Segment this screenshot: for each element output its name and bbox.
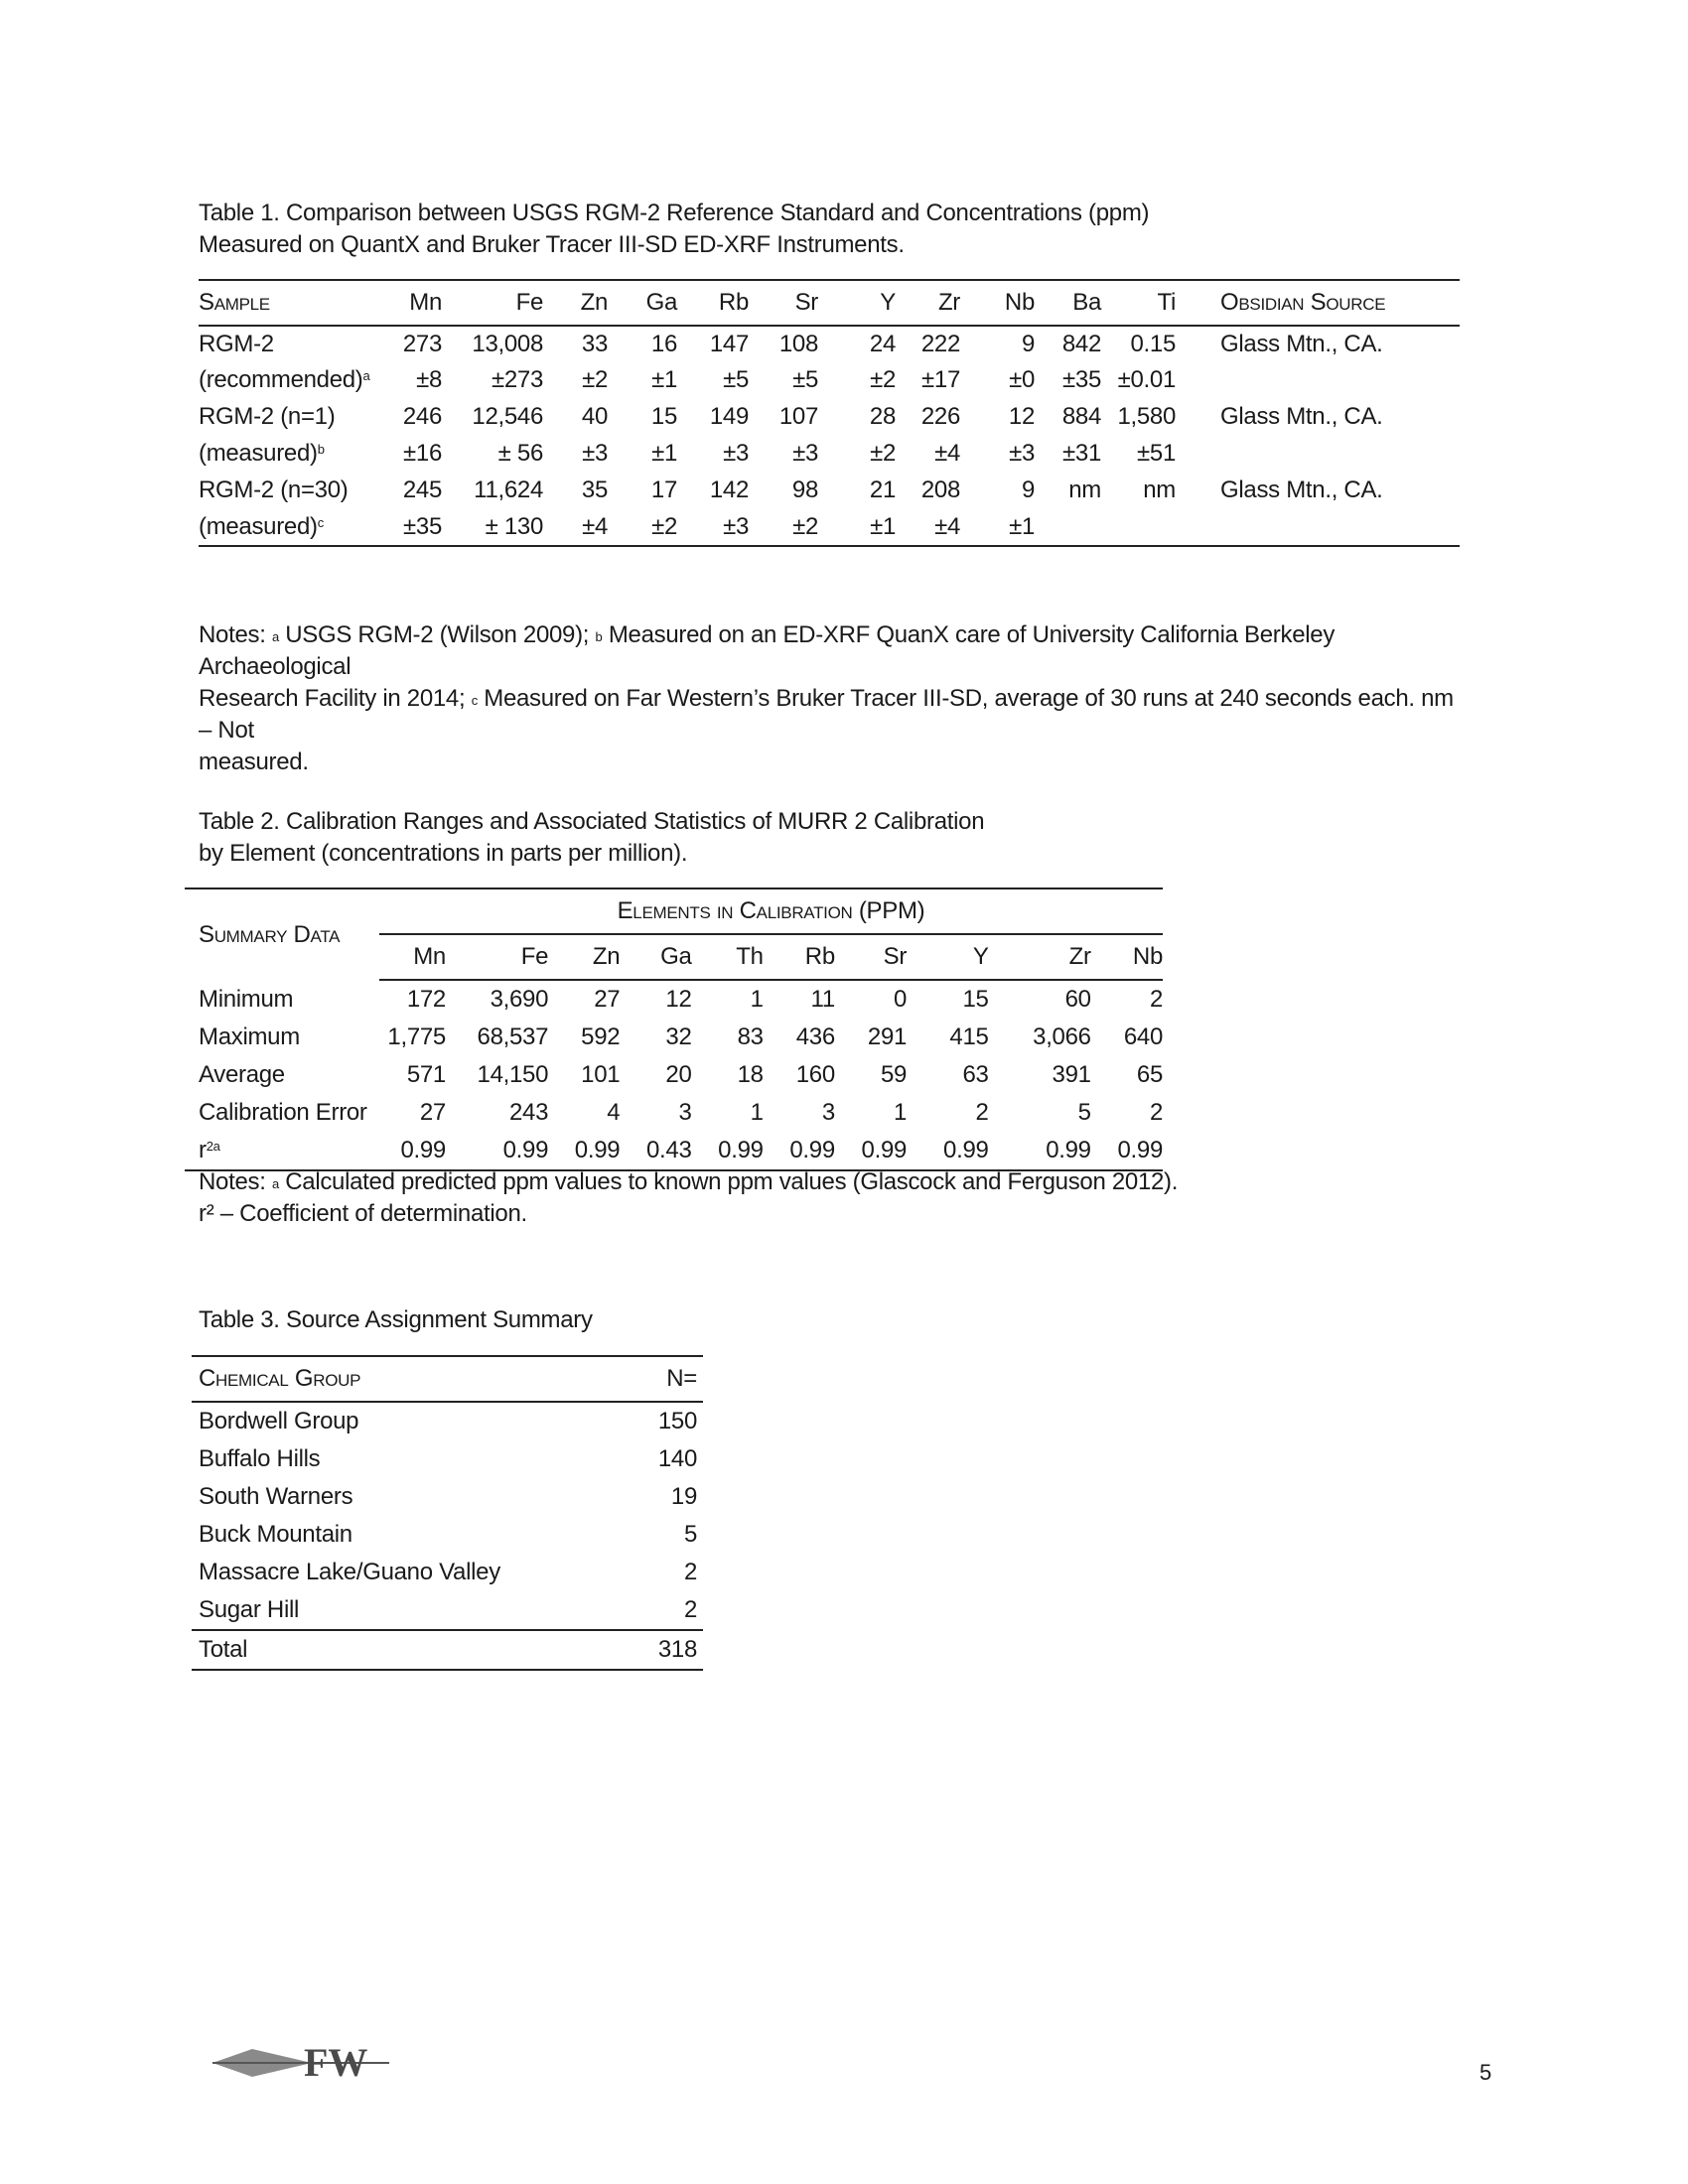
footnote-marker: c — [317, 515, 324, 530]
fw-logo-icon — [212, 2043, 391, 2083]
table-cell: 0 — [894, 986, 908, 1013]
table-cell: ± 56 — [497, 440, 543, 467]
table-cell: 273 — [402, 331, 442, 357]
table-cell: 14,150 — [477, 1061, 549, 1088]
table-cell: 842 — [1061, 331, 1101, 357]
table-cell: ±0.01 — [1117, 366, 1176, 393]
table-cell: 149 — [709, 403, 749, 430]
table1-caption — [199, 198, 1149, 261]
row-label — [199, 472, 382, 509]
table1-notes-line3: measured. — [199, 749, 309, 775]
table-cell: nm — [1143, 477, 1176, 503]
row-label-text: Average — [199, 1061, 285, 1088]
footnote-marker: a — [362, 368, 370, 383]
table-cell: 15 — [962, 986, 989, 1013]
table-cell: 1,580 — [1117, 403, 1176, 430]
table-cell: 5 — [1077, 1099, 1091, 1126]
table1-caption-line1: Table 1. Comparison between USGS RGM-2 Reference Standard and Concentrations (ppm) — [199, 200, 1150, 226]
table1-header: Fe — [442, 280, 543, 326]
element-header: Mn — [379, 934, 446, 980]
table1-header: Ti — [1101, 280, 1176, 326]
table-cell: 391 — [1052, 1061, 1091, 1088]
row-label — [199, 436, 382, 472]
table-cell: 245 — [402, 477, 442, 503]
table1-header: Ba — [1035, 280, 1101, 326]
table-cell: ±1 — [651, 440, 677, 467]
table-cell: 9 — [1021, 477, 1035, 503]
page-number: 5 — [1479, 2060, 1492, 2085]
table3-header: N= — [599, 1356, 703, 1402]
element-header: Nb — [1091, 934, 1163, 980]
table-row — [199, 398, 1460, 436]
element-header: Fe — [446, 934, 548, 980]
table-cell: 24 — [869, 331, 896, 357]
table-cell: ±35 — [1062, 366, 1101, 393]
table-cell: 15 — [650, 403, 677, 430]
table-cell: 160 — [795, 1061, 835, 1088]
table-cell: 68,537 — [477, 1024, 549, 1050]
row-label-text: Minimum — [199, 985, 294, 1013]
table-cell: 592 — [581, 1024, 621, 1050]
table1-notes-line1 — [199, 619, 1470, 683]
table-row — [192, 1591, 703, 1630]
table-cell: ±51 — [1137, 440, 1176, 467]
table1-notes — [199, 619, 1470, 778]
table2-notes-line1 — [199, 1166, 1192, 1198]
table-cell: 0.99 — [1046, 1137, 1091, 1163]
table-cell: ±8 — [416, 366, 442, 393]
table-cell: 243 — [508, 1099, 549, 1126]
element-header: Sr — [835, 934, 907, 980]
table-cell: ±1 — [870, 513, 896, 540]
table-cell: 9 — [1021, 331, 1035, 357]
obsidian-source-cell — [1176, 436, 1460, 472]
row-label — [199, 362, 382, 398]
table-cell: 0.99 — [789, 1137, 835, 1163]
row-label-text: (measured) — [199, 513, 318, 540]
chemical-group-cell: Sugar Hill — [199, 1596, 300, 1623]
table-cell: 17 — [650, 477, 677, 503]
table-cell: 33 — [581, 331, 608, 357]
table-cell: 222 — [920, 331, 960, 357]
table-cell: 4 — [607, 1099, 621, 1126]
table2-caption-line2: by Element (concentrations in parts per million). — [199, 840, 688, 867]
row-label — [199, 509, 382, 546]
row-label — [199, 398, 382, 436]
row-label-text: r — [199, 1137, 207, 1163]
note-text: Research Facility in 2014; — [199, 685, 472, 712]
table-cell: 2 — [1149, 986, 1163, 1013]
table-cell: 1,775 — [387, 1024, 446, 1050]
table-row — [192, 1440, 703, 1478]
table-cell: 27 — [594, 986, 621, 1013]
table2 — [185, 887, 1163, 1171]
row-label-text: Calibration Error — [199, 1099, 367, 1126]
table-cell: 3,066 — [1033, 1024, 1091, 1050]
table-cell: 1 — [750, 1099, 764, 1126]
obsidian-source-cell: Glass Mtn., CA. — [1220, 331, 1383, 357]
table-cell: ±1 — [1009, 513, 1035, 540]
footnote-marker: a — [271, 629, 279, 644]
table-cell: ±3 — [723, 440, 749, 467]
table2-group-row — [185, 888, 1163, 934]
table-row — [185, 1056, 1163, 1094]
table-cell: 436 — [795, 1024, 835, 1050]
table-cell: ±35 — [403, 513, 442, 540]
chemical-group-cell: Massacre Lake/Guano Valley — [199, 1559, 500, 1585]
table-cell: ±2 — [792, 513, 818, 540]
row-label — [185, 980, 379, 1019]
row-label-text: (measured) — [199, 440, 318, 467]
table2-notes — [199, 1166, 1192, 1230]
note-text: Calculated predicted ppm values to known ppm values (Glascock and Ferguson 2012). — [278, 1168, 1179, 1195]
table-cell: ±17 — [921, 366, 960, 393]
chemical-group-cell: Bordwell Group — [199, 1408, 359, 1434]
table-row — [185, 1132, 1163, 1170]
table-cell: 3,690 — [490, 986, 549, 1013]
table-cell — [1101, 509, 1176, 546]
table-cell: 20 — [665, 1061, 692, 1088]
table-cell: 13,008 — [472, 331, 543, 357]
table-cell: 2 — [975, 1099, 989, 1126]
table-cell: 1 — [894, 1099, 908, 1126]
row-label — [185, 1019, 379, 1056]
row-label-text: RGM-2 — [199, 331, 274, 357]
table-cell: ±2 — [582, 366, 608, 393]
note-text: USGS RGM-2 (Wilson 2009); — [278, 621, 596, 648]
table3-header-row — [192, 1356, 703, 1402]
table1-header: Y — [818, 280, 896, 326]
count-cell: 150 — [657, 1408, 697, 1434]
row-label — [185, 1132, 379, 1170]
count-cell: 5 — [683, 1521, 697, 1548]
row-label-text: RGM-2 (n=30) — [199, 477, 349, 503]
table-cell: 884 — [1061, 403, 1101, 430]
table-cell: ±31 — [1062, 440, 1101, 467]
count-cell: 140 — [657, 1445, 697, 1472]
table-cell: 208 — [920, 477, 960, 503]
table-cell: 32 — [665, 1024, 692, 1050]
table-cell: 2 — [1149, 1099, 1163, 1126]
table3-caption: Table 3. Source Assignment Summary — [199, 1306, 593, 1333]
table-cell — [1035, 509, 1101, 546]
row-label — [199, 326, 382, 362]
table1 — [199, 279, 1460, 547]
table-cell: ±2 — [651, 513, 677, 540]
count-cell: 2 — [683, 1596, 697, 1623]
table-row — [192, 1554, 703, 1591]
table-cell: 0.99 — [574, 1137, 621, 1163]
table-cell: 12 — [1008, 403, 1035, 430]
table-cell: 60 — [1064, 986, 1091, 1013]
table1-header: Zr — [896, 280, 960, 326]
note-text: Measured on Far Western’s Bruker Tracer III-SD, average of 30 runs at 240 seconds each. nm – Not — [199, 685, 1454, 744]
table-cell: ± 130 — [485, 513, 543, 540]
table-cell: 108 — [778, 331, 818, 357]
table-cell: 3 — [678, 1099, 692, 1126]
table-cell: 11 — [810, 986, 835, 1013]
table-cell: 83 — [737, 1024, 764, 1050]
table-cell: 59 — [880, 1061, 908, 1088]
notes-prefix: Notes: — [199, 621, 272, 648]
table1-header: Sr — [749, 280, 818, 326]
table-row — [192, 1402, 703, 1440]
table-cell: 0.99 — [400, 1137, 446, 1163]
table-cell: 415 — [949, 1024, 989, 1050]
table-row — [185, 1019, 1163, 1056]
table-cell: nm — [1068, 477, 1101, 503]
footnote-marker: a — [271, 1176, 279, 1191]
table-cell: 640 — [1123, 1024, 1163, 1050]
table-cell: ±2 — [870, 440, 896, 467]
table-row — [185, 980, 1163, 1019]
table-cell: ±3 — [1009, 440, 1035, 467]
table-cell: ±16 — [403, 440, 442, 467]
table1-header: Rb — [677, 280, 749, 326]
table-cell: 291 — [867, 1024, 908, 1050]
total-row — [192, 1630, 703, 1670]
table-cell: ±1 — [651, 366, 677, 393]
table-cell: 172 — [406, 986, 446, 1013]
table-cell: 571 — [406, 1061, 446, 1088]
table1-header-row — [199, 280, 1460, 326]
footnote-marker: b — [595, 629, 603, 644]
table-cell: 12 — [665, 986, 692, 1013]
table-row — [185, 1094, 1163, 1132]
table-cell: 28 — [869, 403, 896, 430]
footnote-marker: b — [317, 442, 325, 457]
table-cell: 0.99 — [502, 1137, 549, 1163]
table-cell: ±5 — [792, 366, 818, 393]
table-cell: 107 — [778, 403, 818, 430]
note-text: Measured on an ED-XRF QuanX care of University California Berkeley Archaeological — [199, 621, 1336, 680]
table1-notes-line2 — [199, 683, 1470, 747]
row-label — [185, 1056, 379, 1094]
chemical-group-cell: South Warners — [199, 1483, 353, 1510]
table1-header: Sample — [199, 280, 382, 326]
row-label-text: RGM-2 (n=1) — [199, 403, 336, 430]
obsidian-source-cell: Glass Mtn., CA. — [1220, 477, 1383, 503]
logo-text: FW — [304, 2043, 368, 2083]
obsidian-source-cell — [1176, 362, 1460, 398]
table-cell: 101 — [581, 1061, 621, 1088]
table-cell: 0.99 — [943, 1137, 989, 1163]
table-cell: 0.43 — [645, 1137, 692, 1163]
element-header: Zn — [548, 934, 620, 980]
table-cell: ±4 — [934, 440, 960, 467]
table-cell: 3 — [821, 1099, 835, 1126]
table-row — [199, 509, 1460, 546]
element-header: Zr — [989, 934, 1091, 980]
table-cell: 1 — [750, 986, 764, 1013]
table-cell: 27 — [419, 1099, 446, 1126]
table-cell: 246 — [402, 403, 442, 430]
table1-header: Ga — [608, 280, 677, 326]
table-cell: ±5 — [723, 366, 749, 393]
table-row — [199, 362, 1460, 398]
table-cell: 226 — [920, 403, 960, 430]
table-cell: 65 — [1136, 1061, 1163, 1088]
obsidian-source-cell — [1176, 509, 1460, 546]
table-cell: ±4 — [582, 513, 608, 540]
table-cell: ±0 — [1009, 366, 1035, 393]
table2-caption-line1: Table 2. Calibration Ranges and Associated Statistics of MURR 2 Calibration — [199, 808, 985, 835]
element-header: Ga — [620, 934, 691, 980]
element-header: Rb — [764, 934, 835, 980]
footnote-marker: 2a — [206, 1139, 220, 1154]
table1-header: Zn — [543, 280, 608, 326]
table2-notes-line2: r² – Coefficient of determination. — [199, 1200, 527, 1227]
row-label — [185, 1094, 379, 1132]
row-label-text: (recommended) — [199, 366, 363, 393]
notes-prefix: Notes: — [199, 1168, 272, 1195]
table1-header: Obsidian Source — [1176, 280, 1460, 326]
row-label-text: Maximum — [199, 1024, 300, 1050]
element-header: Th — [692, 934, 764, 980]
obsidian-source-cell: Glass Mtn., CA. — [1220, 403, 1383, 430]
chemical-group-cell: Buck Mountain — [199, 1521, 352, 1548]
table-cell: ±3 — [792, 440, 818, 467]
table3-header: Chemical Group — [192, 1356, 599, 1402]
table2-group-header: Elements in Calibration (PPM) — [379, 888, 1163, 934]
table-row — [192, 1516, 703, 1554]
chemical-group-cell: Buffalo Hills — [199, 1445, 321, 1472]
table-cell: ±3 — [723, 513, 749, 540]
count-cell: 19 — [670, 1483, 697, 1510]
table-cell: 142 — [709, 477, 749, 503]
table-cell: ±273 — [491, 366, 543, 393]
table-cell: 63 — [962, 1061, 989, 1088]
table-cell: 0.99 — [861, 1137, 908, 1163]
table-cell: 12,546 — [472, 403, 543, 430]
table-cell: 35 — [581, 477, 608, 503]
table-cell: 98 — [791, 477, 818, 503]
table-row — [192, 1478, 703, 1516]
table-row — [199, 436, 1460, 472]
table-row — [199, 326, 1460, 362]
table1-header: Mn — [382, 280, 442, 326]
table-cell: ±3 — [582, 440, 608, 467]
count-cell: 2 — [683, 1559, 697, 1585]
table-cell: 0.99 — [718, 1137, 764, 1163]
table1-header: Nb — [960, 280, 1035, 326]
table-cell: 40 — [581, 403, 608, 430]
table-cell: 18 — [737, 1061, 764, 1088]
table-row — [199, 472, 1460, 509]
table2-caption — [199, 806, 984, 870]
footnote-marker: c — [471, 693, 478, 708]
table-cell: ±4 — [934, 513, 960, 540]
table-cell: 0.15 — [1130, 331, 1176, 357]
element-header: Y — [907, 934, 989, 980]
table-cell: 16 — [650, 331, 677, 357]
table-cell: 147 — [709, 331, 749, 357]
table3 — [192, 1355, 703, 1671]
table2-summary-header: Summary Data — [199, 920, 341, 948]
table-cell: ±2 — [870, 366, 896, 393]
table-cell: 21 — [869, 477, 896, 503]
table-cell: 11,624 — [474, 477, 543, 503]
table-cell: 0.99 — [1117, 1137, 1163, 1163]
table1-caption-line2: Measured on QuantX and Bruker Tracer III-SD ED-XRF Instruments. — [199, 231, 905, 258]
total-count: 318 — [599, 1630, 703, 1670]
total-label: Total — [192, 1630, 599, 1670]
